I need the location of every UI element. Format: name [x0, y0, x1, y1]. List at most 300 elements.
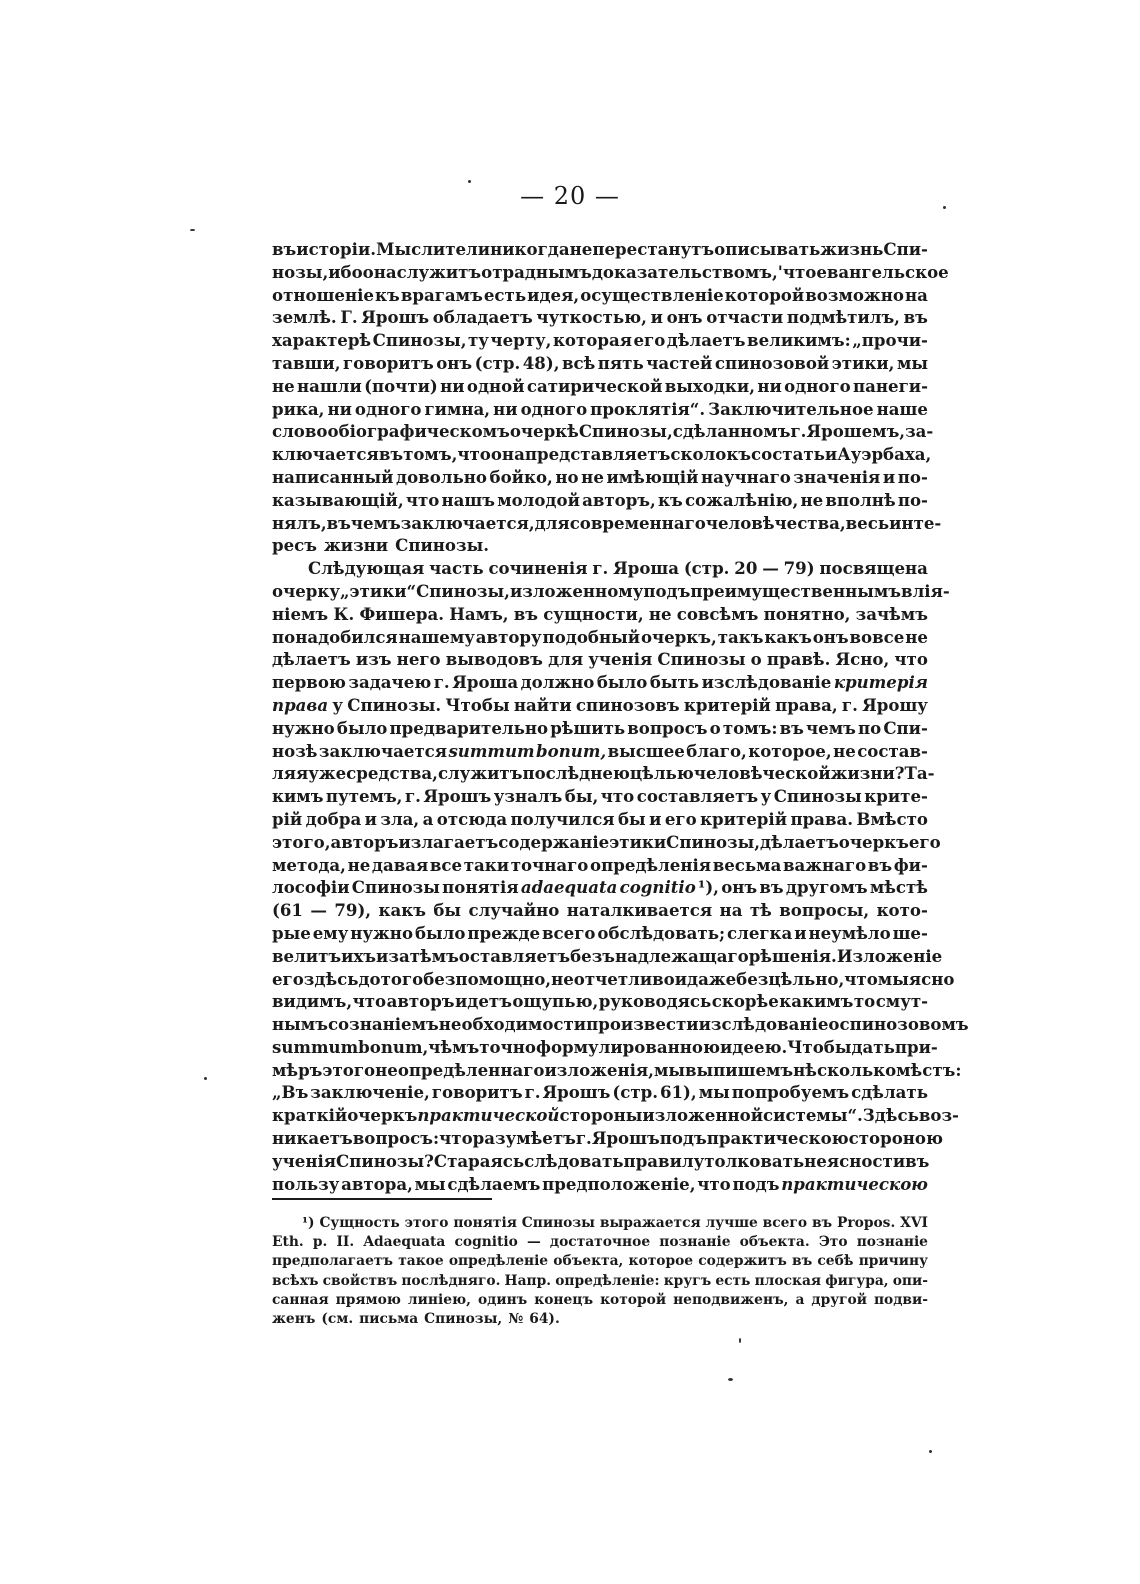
word: характерѣ	[272, 330, 372, 351]
word: со	[751, 444, 773, 465]
word: опредѣленіе	[448, 1253, 549, 1270]
word: ощупью,	[512, 991, 599, 1012]
word: сдѣланномъ	[672, 421, 791, 442]
word: часть	[429, 558, 484, 579]
word: Та-	[904, 763, 935, 784]
word: спинозовой	[714, 352, 830, 373]
word: Сущность	[319, 1215, 400, 1231]
word: отсюда	[436, 808, 508, 829]
word: Спинозы,	[372, 330, 467, 351]
word: наталкивается	[566, 900, 713, 921]
word: въ	[905, 1150, 930, 1171]
word: прямою	[335, 1291, 401, 1308]
word: сдѣлать	[851, 1082, 928, 1103]
word: вовсе	[849, 626, 905, 647]
word: практической	[417, 1105, 560, 1126]
word: идетъ	[455, 991, 512, 1012]
word: было	[596, 672, 648, 693]
scan-speck	[929, 1450, 932, 1453]
page-number: — 20 —	[520, 182, 620, 210]
word: Спинозы,	[424, 1310, 503, 1327]
text-line	[272, 831, 941, 854]
word: summum	[272, 1036, 359, 1057]
word: его	[664, 808, 697, 829]
word: всѣ	[561, 352, 596, 373]
word: такое	[398, 1253, 444, 1270]
word: рѣшить	[550, 717, 626, 738]
word: ше-	[892, 922, 928, 943]
word: неподвиженъ,	[673, 1291, 789, 1308]
word: Eth.	[272, 1234, 304, 1251]
text-line	[272, 1036, 938, 1059]
word: жизни	[324, 535, 389, 556]
word: содержаніе	[498, 831, 610, 852]
word: что	[894, 649, 928, 670]
word: г.	[404, 786, 421, 807]
word: Ярошемъ,	[806, 421, 906, 442]
word: тѣ	[749, 900, 772, 921]
word: чѣмъ	[428, 1036, 480, 1057]
word: ясно	[908, 968, 955, 989]
word: къ	[375, 284, 400, 305]
word: опредѣленія	[590, 854, 712, 875]
word: преимущественнымъ	[690, 580, 902, 601]
word: опредѣленіе:	[555, 1272, 660, 1289]
word: подъ	[659, 1128, 707, 1149]
word: и	[674, 968, 688, 989]
word: послѣдняго.	[401, 1272, 501, 1289]
word: другомъ	[785, 877, 868, 898]
word: cognitio	[619, 877, 696, 898]
word: которое,	[748, 740, 832, 761]
word: и	[650, 307, 663, 328]
word: мѣстѣ	[869, 877, 928, 898]
word: спинозовомъ	[839, 1014, 969, 1035]
word: важнаго	[782, 854, 867, 875]
word: безпомощно,	[423, 968, 552, 989]
text-line	[272, 534, 928, 557]
word: ключается	[272, 444, 379, 465]
word: не	[581, 466, 604, 487]
word: Заключительное	[708, 398, 874, 419]
word: для	[534, 512, 570, 533]
word: понятія	[442, 877, 519, 898]
word: санная	[272, 1291, 329, 1308]
word: возможно	[805, 284, 904, 305]
word: точно	[479, 1036, 536, 1057]
word: не	[272, 375, 295, 396]
word: (стр.	[612, 1082, 658, 1103]
word: въ	[378, 444, 404, 465]
word: на	[904, 284, 928, 305]
word: мы	[896, 352, 928, 373]
word: нашему	[398, 626, 475, 647]
word: безъ	[570, 945, 616, 966]
word: отраднымъ	[481, 261, 592, 282]
word: объекта,	[553, 1253, 624, 1270]
footnote-line	[272, 1291, 928, 1310]
word: причину	[858, 1253, 928, 1270]
word: никогда	[490, 239, 570, 259]
word: статьи	[772, 444, 838, 465]
word: о	[828, 1014, 840, 1035]
word: нужно	[350, 922, 414, 943]
word: критерій	[683, 694, 771, 715]
word: ни	[757, 375, 782, 396]
word: Ясно,	[835, 649, 890, 670]
word: Спинозы.	[395, 535, 489, 556]
word: послѣднею	[522, 763, 630, 784]
word: Мыслители	[376, 239, 491, 259]
word: кото-	[876, 900, 928, 921]
word: быть	[649, 672, 700, 693]
word: заключеніе,	[310, 1082, 430, 1103]
text-line	[272, 1127, 944, 1150]
text-line	[272, 990, 928, 1013]
text-line	[272, 945, 943, 968]
word: бы	[433, 900, 462, 921]
word: разумѣетъ	[472, 1128, 576, 1149]
word: есть	[715, 1272, 751, 1289]
word: г.	[575, 1128, 592, 1149]
word: сознаніемъ	[327, 1014, 439, 1035]
word: она	[362, 261, 397, 282]
word: что	[405, 489, 440, 510]
word: одной	[466, 375, 525, 396]
word: попробуемъ	[731, 1082, 850, 1103]
word: проклятія“.	[590, 398, 706, 419]
word: найти	[513, 694, 572, 715]
word: бы,	[564, 786, 599, 807]
word: а	[795, 1291, 805, 1308]
word: что	[600, 786, 635, 807]
text-line	[272, 1059, 962, 1082]
word: гимна,	[424, 398, 491, 419]
word: всего	[542, 922, 596, 943]
word: предварительно	[389, 717, 549, 738]
word: жизнь	[820, 239, 884, 259]
word: бойко,	[489, 466, 553, 487]
word: влія-	[901, 580, 950, 601]
word: выходки,	[664, 375, 755, 396]
word: говоритъ	[342, 352, 434, 373]
word: которой	[600, 1291, 667, 1308]
word: p.	[312, 1234, 328, 1251]
text-line	[272, 352, 928, 375]
word: —	[526, 1234, 541, 1251]
word: ту	[468, 330, 489, 351]
word: слово	[272, 421, 328, 442]
text-line	[272, 762, 935, 785]
word: ¹),	[698, 877, 719, 898]
word: лософіи	[272, 877, 350, 898]
word: ученія	[272, 1150, 337, 1171]
word: не	[347, 854, 371, 875]
word: казывающій,	[272, 489, 404, 510]
word: къ	[658, 489, 683, 510]
word: врагамъ	[400, 284, 483, 305]
word: очеркъ,	[640, 626, 717, 647]
word: черту,	[490, 330, 552, 351]
word: которой	[724, 284, 805, 305]
footnote-line	[272, 1252, 928, 1271]
word: воз-	[918, 1105, 959, 1126]
word: одинъ	[477, 1291, 528, 1308]
footnote-line	[272, 1310, 928, 1329]
word: Ярошу	[862, 694, 928, 715]
word: 20	[734, 558, 758, 579]
word: какимъ	[779, 991, 854, 1012]
word: мы	[414, 1173, 446, 1194]
word: есть	[483, 284, 527, 305]
word: (см.	[321, 1310, 354, 1327]
word: заключается,	[400, 512, 535, 533]
word: Ярошъ	[423, 786, 492, 807]
word: Ярошъ	[542, 1082, 611, 1103]
word: о	[750, 649, 762, 670]
text-line	[272, 1150, 928, 1173]
word: ученія	[588, 649, 653, 670]
word: неумѣло	[808, 922, 891, 943]
word: Напр.	[504, 1272, 552, 1289]
word: никаетъ	[272, 1128, 353, 1149]
word: лучше	[705, 1215, 758, 1231]
word: евангельское	[816, 261, 949, 282]
word: ни	[493, 398, 518, 419]
word: Чтобы	[787, 1036, 852, 1057]
word: изслѣдованіе	[698, 1014, 829, 1035]
word: свойствъ	[322, 1272, 398, 1289]
word: правѣ.	[766, 649, 831, 670]
word: предположеніе,	[542, 1173, 696, 1194]
word: но	[555, 466, 579, 487]
word: было	[414, 922, 466, 943]
word: Спи-	[883, 717, 928, 738]
word: безцѣльно,	[736, 968, 845, 989]
scan-speck	[204, 1077, 207, 1080]
word: добра	[305, 808, 362, 829]
word: что	[697, 1173, 731, 1194]
word: затѣмъ	[388, 945, 459, 966]
word: какъ	[764, 626, 812, 647]
word: ни	[327, 398, 352, 419]
word: въ	[513, 603, 539, 624]
text-line	[272, 1013, 969, 1036]
word: тавши,	[272, 352, 341, 373]
word: неопредѣленнаго	[375, 1059, 545, 1080]
word: стороною	[848, 1128, 944, 1149]
word: идеею.	[720, 1036, 788, 1057]
word: крите-	[864, 786, 928, 807]
word: женъ	[272, 1310, 316, 1327]
word: Фишера.	[359, 603, 445, 624]
text-line	[272, 922, 928, 945]
word: давая	[371, 854, 429, 875]
word: у	[332, 694, 343, 715]
word: „этики“	[339, 580, 417, 601]
word: сожалѣнію,	[684, 489, 799, 510]
word: ресъ	[272, 535, 317, 556]
word: великимъ:	[747, 330, 851, 351]
word: мѣръ	[272, 1059, 323, 1080]
word: нялъ,	[272, 512, 327, 533]
word: узналъ	[493, 786, 563, 807]
word: онъ	[721, 877, 758, 898]
word: до	[358, 968, 381, 989]
word: оставляетъ	[458, 945, 571, 966]
word: краткій	[272, 1105, 348, 1126]
word: въ	[326, 512, 351, 533]
word: по-	[897, 466, 928, 487]
text-line	[272, 671, 928, 694]
word: Вмѣсто	[856, 808, 928, 829]
word: обслѣдовать;	[597, 922, 726, 943]
word: нашъ	[441, 489, 495, 510]
word: неясности	[804, 1150, 906, 1171]
word: нужно	[272, 717, 335, 738]
word: одного	[520, 398, 588, 419]
word: не	[833, 740, 856, 761]
word: вопросы,	[779, 900, 870, 921]
word: въ	[779, 717, 804, 738]
word: ихъ	[341, 945, 377, 966]
scan-speck	[190, 229, 195, 231]
word: за-	[905, 421, 934, 442]
word: рые	[272, 922, 311, 943]
scan-speck	[728, 1378, 733, 1381]
word: бы	[617, 808, 646, 829]
word: „прочи-	[852, 330, 928, 351]
word: жизни?	[830, 763, 905, 784]
word: состав-	[857, 740, 928, 761]
word: онъ	[812, 626, 849, 647]
word: даже	[687, 968, 737, 989]
word: того	[380, 968, 424, 989]
word: подъ	[732, 1173, 780, 1194]
word: имѣющій	[606, 466, 699, 487]
word: (почти)	[364, 375, 438, 396]
word: томъ,	[403, 444, 458, 465]
word: одного	[784, 375, 851, 396]
word: путемъ,	[325, 786, 403, 807]
word: не	[569, 239, 593, 259]
text-line	[272, 375, 928, 398]
word: этого	[404, 1215, 449, 1231]
text-line	[272, 261, 949, 284]
word: правилу	[623, 1150, 705, 1171]
footnote-separator	[272, 1198, 492, 1200]
word: на	[719, 900, 743, 921]
word: сдѣлаемъ	[447, 1173, 541, 1194]
word: фи-	[893, 854, 928, 875]
word: adaequata	[520, 877, 618, 898]
word: томъ:	[722, 717, 778, 738]
word: мы	[877, 968, 909, 989]
word: доказательствомъ,	[591, 261, 778, 282]
word: слѣдовать	[524, 1150, 624, 1171]
word: познаніе	[659, 1234, 731, 1251]
word: не	[648, 603, 672, 624]
scan-speck	[739, 1338, 741, 1343]
word: понятія	[453, 1215, 517, 1231]
word: должно	[520, 672, 595, 693]
word: изслѣдованіе	[701, 672, 832, 693]
word: уже	[308, 763, 347, 784]
word: одного	[354, 398, 422, 419]
footnote-line	[272, 1214, 928, 1233]
text-line	[272, 785, 928, 808]
word: всего	[762, 1215, 808, 1231]
scan-speck	[468, 180, 471, 183]
word: Спинозы.	[347, 694, 442, 715]
word: написанный	[272, 466, 394, 487]
word: 79)	[783, 558, 815, 579]
word: то	[853, 991, 876, 1012]
word: первою	[272, 672, 346, 693]
word: права,	[775, 694, 838, 715]
word: современнаго	[569, 512, 706, 533]
text-line	[272, 398, 928, 421]
word: кругъ	[663, 1272, 712, 1289]
word: кимъ	[272, 786, 324, 807]
word: его	[633, 330, 666, 351]
word: предполагаетъ	[272, 1253, 393, 1270]
word: этики	[609, 831, 667, 852]
word: summum	[448, 740, 535, 761]
word: изъ	[355, 649, 392, 670]
word: мы	[698, 1082, 730, 1103]
word: ляя	[272, 763, 309, 784]
text-line	[272, 512, 942, 535]
word: авторъ,	[582, 489, 656, 510]
word: познаніе	[856, 1234, 928, 1251]
word: было	[336, 717, 388, 738]
word: средства,	[346, 763, 438, 784]
word: сущности,	[543, 603, 644, 624]
word: нымъ	[272, 1014, 328, 1035]
word: объекта.	[739, 1234, 810, 1251]
word: значенія	[793, 466, 881, 487]
word: подобный	[542, 626, 641, 647]
word: очеркъ	[838, 831, 909, 852]
scan-speck	[943, 206, 946, 209]
word: онъ	[436, 352, 473, 373]
word: велитъ	[272, 945, 342, 966]
word: отчасти	[706, 307, 784, 328]
word: Спинозы	[773, 786, 862, 807]
word: практическою	[706, 1128, 849, 1149]
word: вопросъ	[627, 717, 708, 738]
word: XVI	[900, 1215, 928, 1231]
word: нозѣ	[272, 740, 318, 761]
word: въ	[903, 307, 928, 328]
word: описывать	[714, 239, 821, 259]
word: научнаго	[701, 466, 791, 487]
word: выводовъ	[445, 649, 543, 670]
word: по-	[897, 489, 928, 510]
word: случайно	[468, 900, 560, 921]
word: въ	[759, 877, 784, 898]
word: метода,	[272, 854, 346, 875]
text-line	[272, 1104, 959, 1127]
word: ибо	[328, 261, 363, 282]
word: пользу	[272, 1173, 340, 1194]
footnote-line	[272, 1233, 928, 1252]
word: дѣлаетъ	[666, 330, 746, 351]
word: мѣстъ:	[896, 1059, 962, 1080]
word: зачѣмъ	[855, 603, 928, 624]
footnote-line	[272, 1272, 928, 1291]
